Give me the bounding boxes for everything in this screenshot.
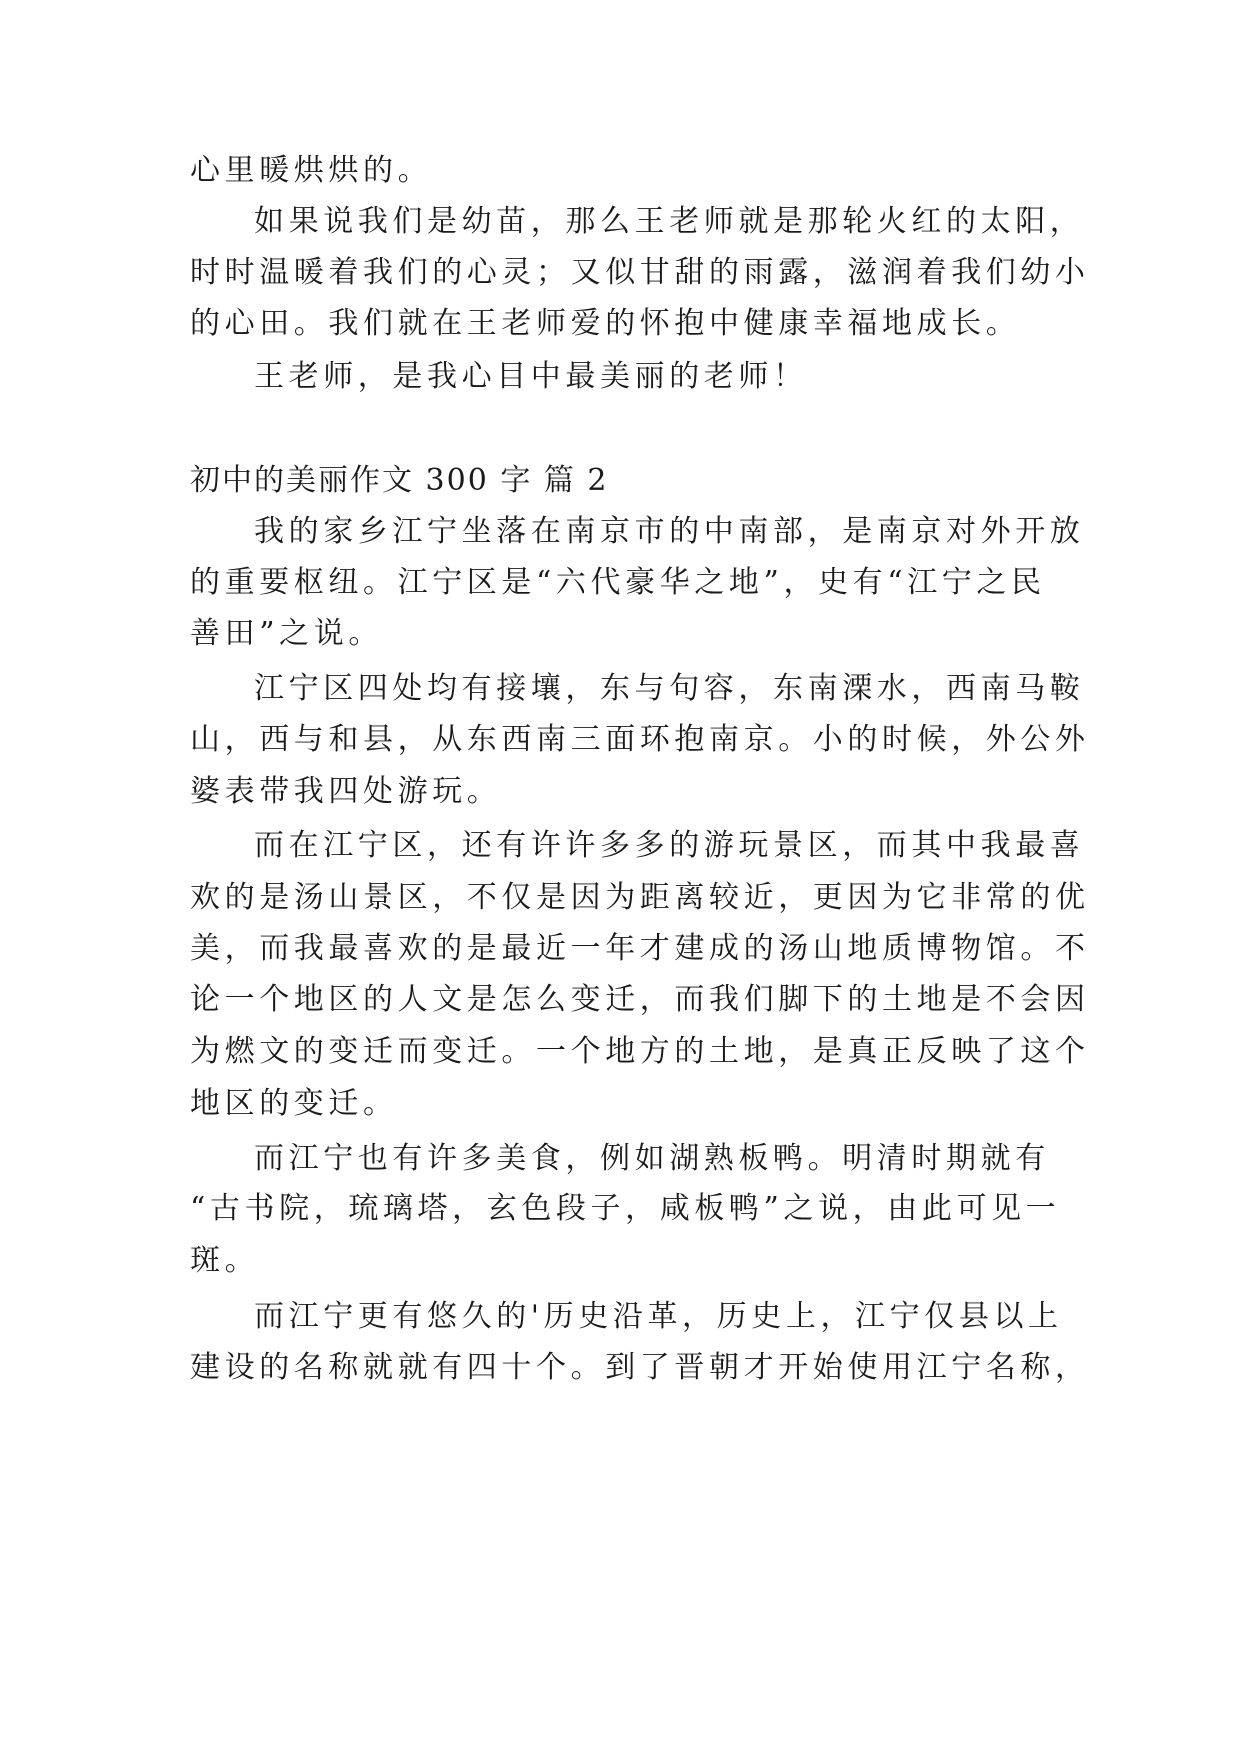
text-line: 心里暖烘烘的。 [190, 153, 433, 188]
text-line: 斑。 [190, 1243, 260, 1278]
text-line: 山，西与和县，从东西南三面环抱南京。小的时候，外公外 [190, 722, 1090, 757]
text-line: 而在江宁区，还有许许多多的游玩景区，而其中我最喜 [254, 828, 1085, 863]
text-line: 时时温暖着我们的心灵；又似甘甜的雨露，滋润着我们幼小 [190, 255, 1090, 290]
text-line: 欢的是汤山景区，不仅是因为距离较近，更因为它非常的优 [190, 880, 1090, 915]
text-line: 论一个地区的人文是怎么变迁，而我们脚下的土地是不会因 [190, 982, 1090, 1017]
text-line: 地区的变迁。 [190, 1086, 398, 1121]
text-line: 的重要枢纽。江宁区是“六代豪华之地”，史有“江宁之民 [190, 565, 1046, 600]
text-line: 美，而我最喜欢的是最近一年才建成的汤山地质博物馆。不 [190, 931, 1090, 966]
text-line: 王老师，是我心目中最美丽的老师！ [254, 359, 808, 394]
section-heading: 初中的美丽作文 300 字 篇 2 [190, 463, 609, 498]
text-line: 而江宁也有许多美食，例如湖熟板鸭。明清时期就有 [254, 1141, 1050, 1176]
text-line: 建设的名称就就有四十个。到了晋朝才开始使用江宁名称， [190, 1350, 1090, 1385]
text-line: “古书院，琉璃塔，玄色段子，咸板鸭”之说，由此可见一 [190, 1191, 1061, 1226]
text-line: 江宁区四处均有接壤，东与句容，东南溧水，西南马鞍 [254, 671, 1085, 706]
text-line: 的心田。我们就在王老师爱的怀抱中健康幸福地成长。 [190, 306, 1021, 341]
text-line: 为燃文的变迁而变迁。一个地方的土地，是真正反映了这个 [190, 1034, 1090, 1069]
text-line: 如果说我们是幼苗，那么王老师就是那轮火红的太阳， [254, 204, 1085, 239]
text-line: 而江宁更有悠久的'历史沿革，历史上，江宁仅县以上 [254, 1299, 1063, 1334]
text-line: 婆表带我四处游玩。 [190, 774, 502, 809]
text-line: 我的家乡江宁坐落在南京市的中南部，是南京对外开放 [254, 514, 1085, 549]
text-line: 善田”之说。 [190, 616, 383, 651]
